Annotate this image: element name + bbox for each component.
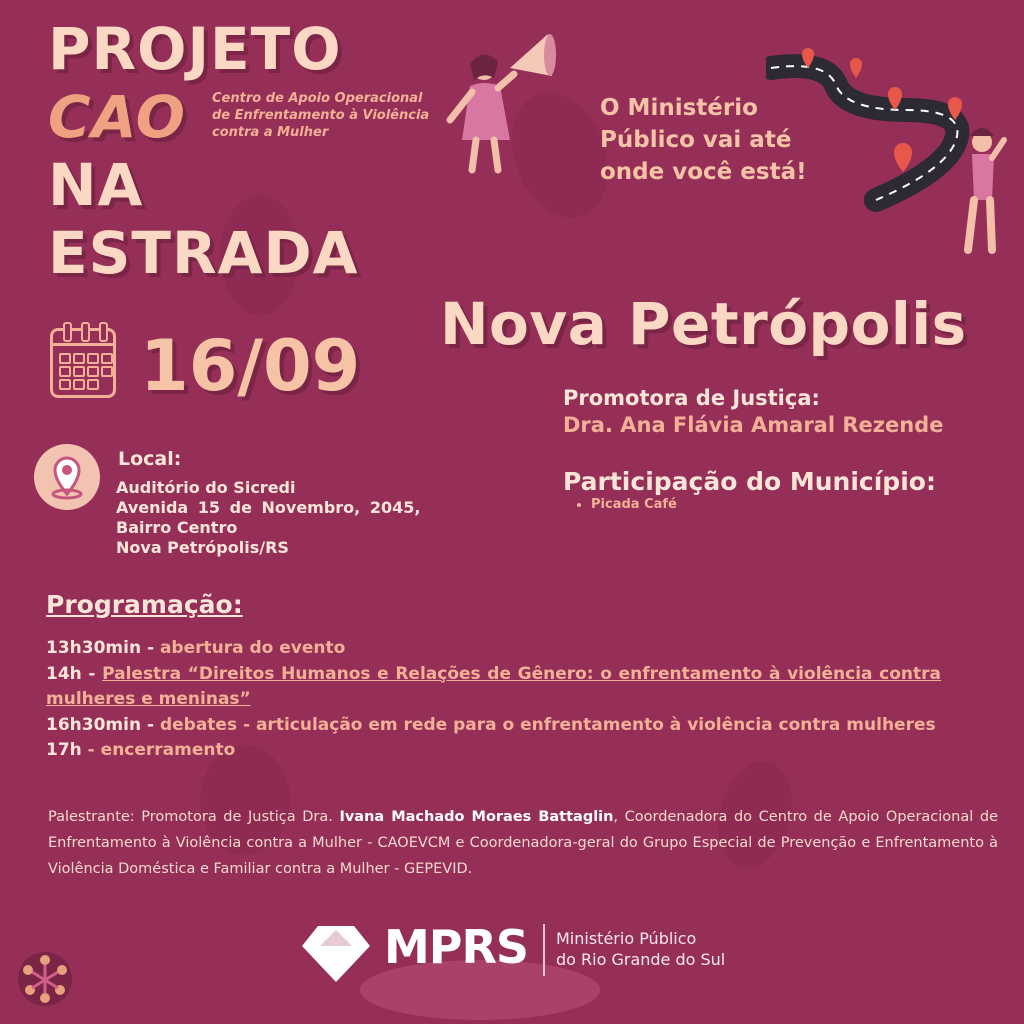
title-na: NA xyxy=(48,151,144,219)
programacao-item xyxy=(46,713,941,739)
programacao-list xyxy=(46,636,941,764)
road-map-illustration xyxy=(766,40,1016,260)
local-label: Local: xyxy=(118,448,182,470)
programacao-time: 13h30min - xyxy=(46,638,160,658)
programacao-item xyxy=(46,662,941,713)
palestrante-text xyxy=(48,804,998,882)
participacao-list xyxy=(573,497,677,512)
slogan-text: O Ministério Público vai até onde você está! xyxy=(600,95,807,185)
local-address xyxy=(116,478,420,558)
logo-divider xyxy=(543,924,545,976)
local-line: Avenida 15 de Novembro, 2045, xyxy=(116,498,421,517)
palestrante-name: Ivana Machado Moraes Battaglin xyxy=(339,809,614,825)
programacao-desc: Palestra “Direitos Humanos e Relações de Gênero: o enfrentamento à violência contra mulheres e meninas” xyxy=(46,663,942,709)
programacao-item xyxy=(46,636,941,662)
programacao-time: 17h xyxy=(46,740,82,760)
title-estrada: ESTRADA xyxy=(48,219,359,287)
location-pin-icon xyxy=(34,444,100,510)
mprs-org-name xyxy=(556,928,725,970)
org-line: Ministério Público xyxy=(556,929,697,948)
mprs-diamond-logo-icon xyxy=(300,922,372,984)
palestrante-prefix: Palestrante: Promotora de Justiça Dra. xyxy=(48,809,340,825)
mprs-logo-text: MPRS xyxy=(384,920,529,974)
local-line: Auditório do Sicredi xyxy=(116,478,296,497)
programacao-time: 16h30min - xyxy=(46,714,160,735)
promotora-label: Promotora de Justiça: xyxy=(563,386,820,410)
org-line: do Rio Grande do Sul xyxy=(556,950,726,969)
calendar-icon xyxy=(50,328,116,398)
title-projeto: PROJETO xyxy=(48,15,342,83)
city-name: Nova Petrópolis xyxy=(440,290,967,358)
event-date: 16/09 xyxy=(140,325,361,407)
programacao-title: Programação: xyxy=(46,590,243,619)
title-cao: CAO xyxy=(48,83,186,151)
participacao-label: Participação do Município: xyxy=(563,467,936,496)
programacao-item xyxy=(46,738,941,764)
women-circle-badge-icon xyxy=(16,950,74,1008)
palestrante-suffix: , Coordenadora do Centro de Apoio Operacional de Enfrentamento à Violência contra a Mulher - CAOEVCM e Coordenadora-geral do Grupo Especial de Prevenção e Enfrentamento à Violência Doméstica e Familiar contra a Mulher - GEPEVID. xyxy=(48,809,998,877)
programacao-time: 14h - xyxy=(46,663,103,684)
project-subtitle: Centro de Apoio Operacional de Enfrentamento à Violência contra a Mulher xyxy=(212,91,430,140)
promotora-name: Dra. Ana Flávia Amaral Rezende xyxy=(563,413,944,437)
local-line: Nova Petrópolis/RS xyxy=(116,538,289,557)
programacao-desc: abertura do evento xyxy=(159,638,346,658)
programacao-desc: - encerramento xyxy=(81,740,236,760)
list-item: • Picada Café xyxy=(591,497,677,512)
programacao-desc: debates - articulação em rede para o enfrentamento à violência contra mulheres xyxy=(159,714,936,735)
megaphone-woman-illustration xyxy=(440,28,560,178)
local-line: Bairro Centro xyxy=(116,518,238,537)
